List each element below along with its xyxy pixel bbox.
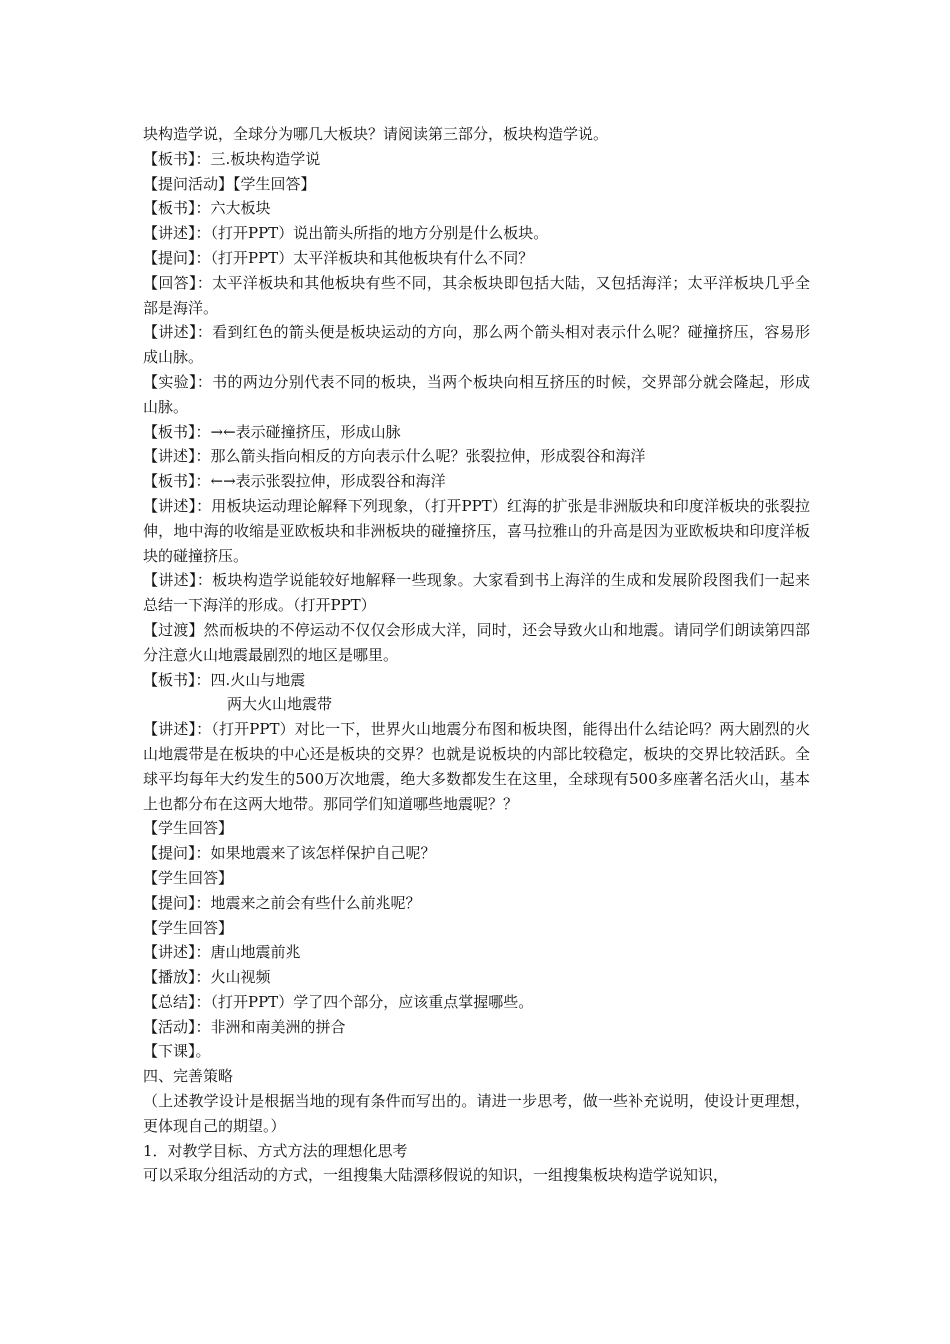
paragraph: 【播放】：火山视频 bbox=[143, 968, 271, 987]
paragraph: 【下课】。 bbox=[143, 1042, 211, 1061]
paragraph: 【提问】：如果地震来了该怎样保护自己呢？ bbox=[143, 844, 436, 863]
paragraph: 【讲述】：看到红色的箭头便是板块运动的方向，那么两个箭头相对表示什么呢？碰撞挤压，容易形成山脉。 bbox=[143, 323, 810, 367]
paragraph: 【回答】：太平洋板块和其他板块有些不同，其余板块即包括大陆，又包括海洋；太平洋板块几乎全部是海洋。 bbox=[143, 273, 810, 317]
subsection-heading: 1．对教学目标、方式方法的理想化思考 bbox=[143, 1141, 408, 1160]
paragraph: 【学生回答】 bbox=[143, 819, 234, 838]
paragraph: 【提问】：地震来之前会有些什么前兆呢？ bbox=[143, 893, 421, 912]
paragraph: 【讲述】：（打开PPT）说出箭头所指的地方分别是什么板块。 bbox=[143, 224, 549, 243]
paragraph: 【讲述】：用板块运动理论解释下列现象，（打开PPT）红海的扩张是非洲版块和印度洋板块的张裂拉伸，地中海的收缩是亚欧板块和非洲板块的碰撞挤压，喜马拉雅山的升高是因为亚欧板块和印度洋板块的碰撞挤压。 bbox=[143, 496, 810, 565]
paragraph: 块构造学说，全球分为哪几大板块？请阅读第三部分，板块构造学说。 bbox=[143, 125, 609, 143]
paragraph: 【板书】：三.板块构造学说 bbox=[143, 149, 321, 168]
paragraph: 【过渡】然而板块的不停运动不仅仅会形成大洋，同时，还会导致火山和地震。请同学们朗读第四部分注意火山地震最剧烈的地区是哪里。 bbox=[143, 620, 810, 664]
paragraph: 可以采取分组活动的方式，一组搜集大陆漂移假说的知识，一组搜集板块构造学说知识， bbox=[143, 1166, 729, 1185]
paragraph: 【学生回答】 bbox=[143, 868, 234, 887]
paragraph: 【活动】：非洲和南美洲的拼合 bbox=[143, 1017, 346, 1036]
paragraph: 【总结】：（打开PPT）学了四个部分，应该重点掌握哪些。 bbox=[143, 992, 534, 1011]
paragraph: 【讲述】：板块构造学说能较好地解释一些现象。大家看到书上海洋的生成和发展阶段图我们一起来总结一下海洋的形成。（打开PPT） bbox=[143, 571, 810, 615]
paragraph: 【板书】：←→表示张裂拉伸，形成裂谷和海洋 bbox=[143, 472, 446, 491]
paragraph: 【讲述】：那么箭头指向相反的方向表示什么呢？张裂拉伸，形成裂谷和海洋 bbox=[143, 447, 646, 466]
paragraph: 【板书】：六大板块 bbox=[143, 199, 271, 218]
indented-subheading: 两大火山地震带 bbox=[227, 695, 333, 714]
document-page bbox=[143, 122, 810, 1188]
paragraph: 【讲述】：（打开PPT）对比一下，世界火山地震分布图和板块图，能得出什么结论吗？两大剧烈的火山地震带是在板块的中心还是板块的交界？也就是说板块的内部比较稳定，板块的交界比较活跃。全球平均每年大约发生的500万次地震，绝大多数都发生在这里，全球现有500多座著名活火山，基本上也都分布在这两大地带。那同学们知道哪些地震呢？？ bbox=[143, 720, 810, 813]
paragraph: （上述教学设计是根据当地的现有条件而写出的。请进一步思考，做一些补充说明，使设计更理想，更体现自己的期望。） bbox=[143, 1092, 810, 1135]
paragraph: 【板书】：→←表示碰撞挤压，形成山脉 bbox=[143, 422, 401, 441]
paragraph: 【提问活动】【学生回答】 bbox=[143, 174, 316, 193]
paragraph: 【提问】：（打开PPT）太平洋板块和其他板块有什么不同？ bbox=[143, 248, 534, 267]
paragraph: 【学生回答】 bbox=[143, 918, 234, 937]
paragraph: 【讲述】：唐山地震前兆 bbox=[143, 943, 301, 962]
section-heading: 四、完善策略 bbox=[143, 1067, 234, 1086]
paragraph: 【板书】：四.火山与地震 bbox=[143, 670, 306, 689]
paragraph: 【实验】：书的两边分别代表不同的板块，当两个板块向相互挤压的时候，交界部分就会隆起，形成山脉。 bbox=[143, 372, 810, 416]
